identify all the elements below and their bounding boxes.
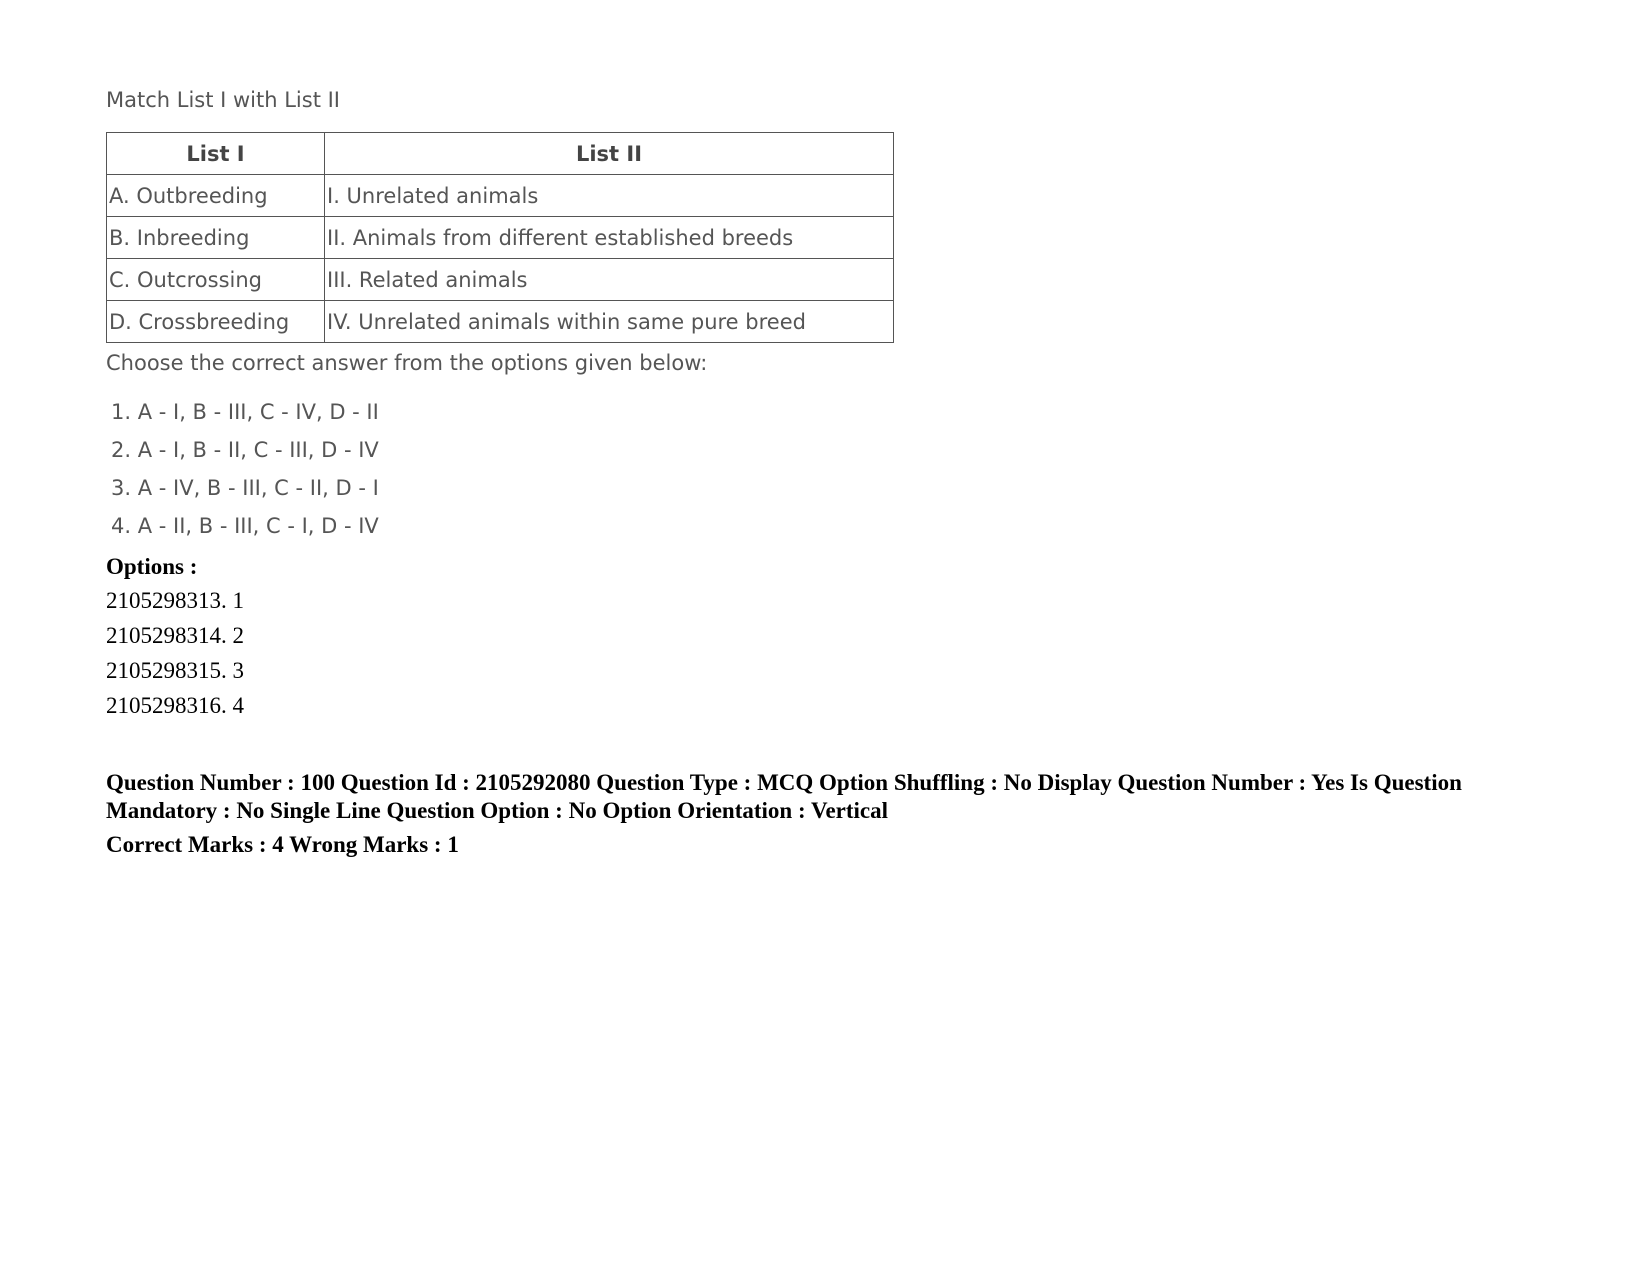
list-two-cell: III. Related animals — [325, 259, 894, 301]
option-item: 2105298315. 3 — [106, 658, 244, 683]
option-item: 2105298313. 1 — [106, 588, 244, 613]
question-prompt: Match List I with List II — [106, 88, 341, 112]
marks-info: Correct Marks : 4 Wrong Marks : 1 — [106, 832, 459, 857]
option-item: 2105298316. 4 — [106, 693, 244, 718]
list-one-cell: C. Outcrossing — [107, 259, 325, 301]
match-table — [106, 132, 894, 343]
list-two-cell: I. Unrelated animals — [325, 175, 894, 217]
list-two-cell: IV. Unrelated animals within same pure breed — [325, 301, 894, 343]
answer-choice: 2. A - I, B - II, C - III, D - IV — [111, 438, 379, 462]
table-row — [107, 259, 894, 301]
table-row — [107, 217, 894, 259]
list-one-cell: D. Crossbreeding — [107, 301, 325, 343]
table-row — [107, 175, 894, 217]
instruction-text: Choose the correct answer from the options given below: — [106, 351, 708, 375]
list-one-header: List I — [107, 133, 325, 175]
answer-choice: 4. A - II, B - III, C - I, D - IV — [111, 514, 379, 538]
question-metadata: Question Number : 100 Question Id : 2105292080 Question Type : MCQ Option Shuffling : No Display Question Number : Yes Is Question Mandatory : No Single Line Question Option : No Option Orientation : Vertical — [106, 770, 1462, 823]
list-one-cell: B. Inbreeding — [107, 217, 325, 259]
options-block — [106, 551, 1546, 723]
table-row — [107, 301, 894, 343]
option-item: 2105298314. 2 — [106, 623, 244, 648]
answer-choice-list — [106, 393, 1546, 545]
options-heading: Options : — [106, 554, 198, 579]
table-header-row — [107, 133, 894, 175]
list-two-cell: II. Animals from different established breeds — [325, 217, 894, 259]
list-two-header: List II — [325, 133, 894, 175]
question-page — [106, 86, 1546, 859]
list-one-cell: A. Outbreeding — [107, 175, 325, 217]
answer-choice: 1. A - I, B - III, C - IV, D - II — [111, 400, 379, 424]
answer-choice: 3. A - IV, B - III, C - II, D - I — [111, 476, 379, 500]
